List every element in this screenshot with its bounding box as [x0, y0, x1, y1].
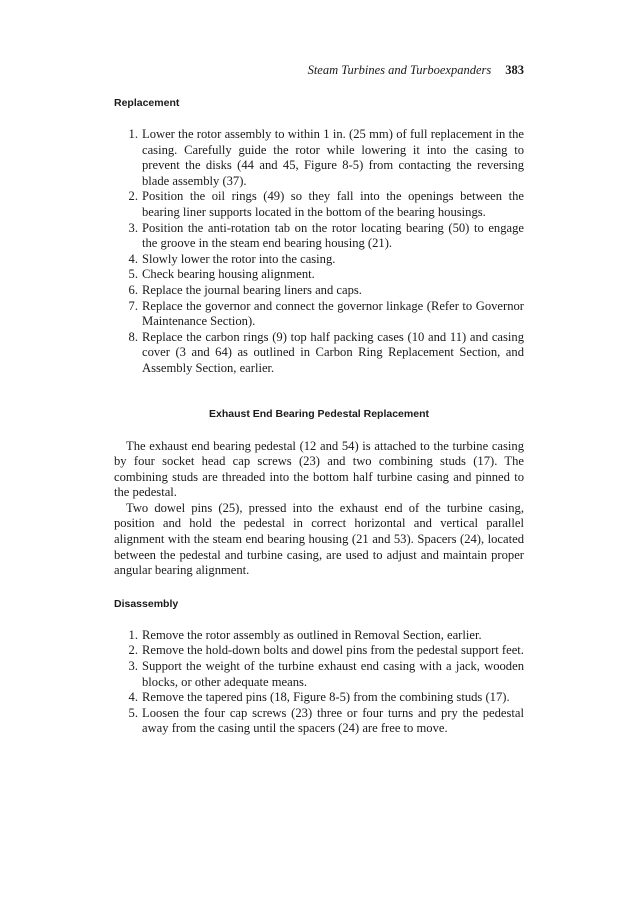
step-text: Remove the hold-down bolts and dowel pins from the pedestal support feet. — [142, 643, 524, 658]
body-paragraph: Two dowel pins (25), pressed into the exhaust end of the turbine casing, position and hold the pedestal in correct horizontal and vertical parallel alignment with the steam end bearing housing (21 and 53). Spacers (24), located between the pedestal and turbine casing, are used to adjust and maintain proper angular bearing alignment. — [114, 500, 524, 578]
running-head-title: Steam Turbines and Turboexpanders — [307, 63, 492, 77]
replacement-steps — [114, 127, 524, 377]
step-number: 3. — [128, 220, 138, 235]
step-number: 2. — [128, 643, 138, 658]
step-number: 5. — [128, 705, 138, 720]
book-page — [114, 60, 524, 737]
section-heading-disassembly: Disassembly — [114, 597, 179, 610]
step-number: 7. — [128, 298, 138, 313]
step-text: Remove the rotor assembly as outlined in Removal Section, earlier. — [142, 627, 482, 642]
step-text: Slowly lower the rotor into the casing. — [142, 251, 336, 266]
body-paragraph: The exhaust end bearing pedestal (12 and 54) is attached to the turbine casing by four socket head cap screws (23) and two combining studs (17). The combining studs are threaded into the bottom half turbine casing and pinned to the pedestal. — [114, 438, 524, 500]
list-item — [114, 706, 524, 737]
section-heading-exhaust-pedestal: Exhaust End Bearing Pedestal Replacement — [209, 407, 429, 420]
list-item — [114, 659, 524, 690]
list-item — [114, 127, 524, 189]
step-number: 1. — [128, 627, 138, 642]
list-item — [114, 330, 524, 377]
step-text: Replace the journal bearing liners and caps. — [142, 282, 362, 297]
step-text: Position the anti-rotation tab on the rotor locating bearing (50) to engage the groove in the steam end bearing housing (21). — [142, 220, 524, 251]
list-item — [114, 189, 524, 220]
list-item — [114, 643, 524, 659]
step-text: Support the weight of the turbine exhaust end casing with a jack, wooden blocks, or other adequate means. — [142, 659, 524, 689]
disassembly-steps — [114, 628, 524, 737]
step-number: 8. — [128, 329, 138, 344]
step-number: 4. — [128, 690, 138, 705]
running-head — [114, 60, 524, 80]
step-text: Lower the rotor assembly to within 1 in. (25 mm) of full replacement in the casing. Carefully guide the rotor while lowering it into the casing to prevent the disks (44 and 45, Figure 8-5) from contacting the reversing blade assembly (37). — [142, 127, 524, 188]
step-text: Check bearing housing alignment. — [142, 267, 315, 282]
step-text: Remove the tapered pins (18, Figure 8-5) from the combining studs (17). — [142, 690, 510, 705]
page-number: 383 — [505, 63, 524, 77]
step-number: 2. — [128, 189, 138, 204]
step-text: Position the oil rings (49) so they fall into the openings between the bearing liner supports located in the bottom of the bearing housings. — [142, 189, 524, 219]
step-text: Replace the governor and connect the governor linkage (Refer to Governor Maintenance Section). — [142, 298, 524, 329]
step-text: Replace the carbon rings (9) top half packing cases (10 and 11) and casing cover (3 and 64) as outlined in Carbon Ring Replacement Section, and Assembly Section, earlier. — [142, 329, 524, 375]
section-heading-replacement: Replacement — [114, 97, 180, 109]
list-item — [114, 221, 524, 252]
list-item — [114, 267, 524, 283]
list-item — [114, 299, 524, 330]
step-number: 4. — [128, 251, 138, 266]
step-number: 5. — [128, 267, 138, 282]
step-number: 3. — [128, 659, 138, 674]
step-text: Loosen the four cap screws (23) three or four turns and pry the pedestal away from the casing until the spacers (24) are free to move. — [142, 705, 524, 736]
list-item — [114, 690, 524, 706]
step-number: 6. — [128, 282, 138, 297]
list-item — [114, 283, 524, 299]
step-number: 1. — [128, 127, 138, 141]
list-item — [114, 252, 524, 268]
list-item — [114, 628, 524, 644]
